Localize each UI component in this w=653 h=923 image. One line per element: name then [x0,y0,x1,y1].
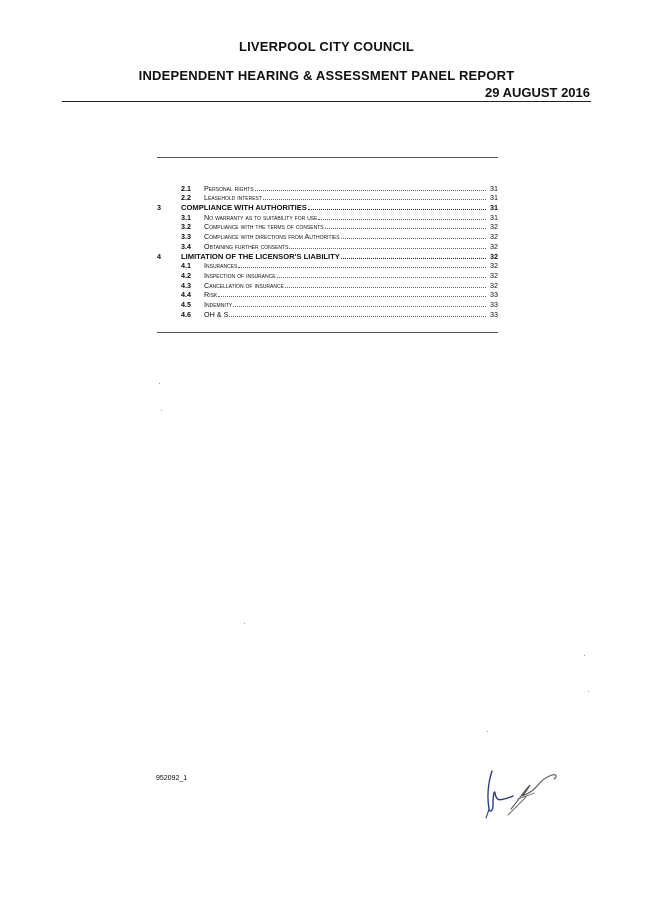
toc-entry-number: 3 [157,203,161,213]
toc-entry [157,290,498,300]
toc-entry-title: No warranty as to suitability for use [204,212,318,222]
toc-entry-page: 31 [490,193,498,203]
toc-dot-leader [341,238,486,239]
toc-entry-title: Compliance with directions from Authorities [204,232,340,242]
toc-entry-title: Cancellation of insurance [204,280,284,290]
toc-entry-title: Insurances [204,261,238,271]
toc-dot-leader [229,316,486,317]
toc-entry-title: OH & S [204,309,229,319]
toc-entry-page: 32 [490,241,498,251]
toc-dot-leader [341,258,486,259]
toc-dot-leader [325,228,486,229]
toc-top-rule [157,157,498,158]
toc-entry-number: 2.1 [181,183,191,193]
scan-speck [161,410,162,411]
report-date: 29 AUGUST 2016 [484,85,590,100]
toc-entry-number: 3.1 [181,212,191,222]
toc-entry-page: 32 [490,280,498,290]
council-name: LIVERPOOL CITY COUNCIL [238,39,415,54]
toc-entry-number: 2.2 [181,193,191,203]
scan-speck [159,383,160,384]
toc-entry-title: Personal rights [204,183,254,193]
toc-entry-number: 3.4 [181,241,191,251]
toc-entry-title: Indemnity [204,299,233,309]
scan-speck [584,655,585,656]
toc-dot-leader [289,248,486,249]
scan-speck [487,731,488,732]
document-reference: 952092_1 [156,775,188,782]
toc-entry [157,193,498,203]
toc-bottom-rule [157,332,498,333]
toc-entry-page: 32 [490,261,498,271]
header-divider [62,101,591,102]
toc-entry [157,183,498,193]
toc-dot-leader [308,209,486,210]
toc-entry [157,241,498,251]
toc-entry-page: 32 [490,232,498,242]
toc-entry-number: 4.5 [181,299,191,309]
toc-dot-leader [318,219,486,220]
toc-entry-title: LIMITATION OF THE LICENSOR'S LIABILITY [181,251,340,261]
toc-entry [157,261,498,271]
toc-entry [157,251,498,261]
toc-entry-page: 31 [490,212,498,222]
toc-entry [157,222,498,232]
toc-entry-title: Compliance with the terms of consents [204,222,324,232]
toc-entry-title: Leasehold interest [204,193,262,203]
toc-entry-number: 4.3 [181,280,191,290]
toc-dot-leader [238,267,486,268]
toc-entry [157,202,498,212]
toc-entry-number: 4.6 [181,309,191,319]
toc-entry-page: 32 [490,251,498,261]
toc-entry [157,231,498,241]
scan-speck [588,691,589,692]
toc-dot-leader [233,306,486,307]
toc-entry-title: COMPLIANCE WITH AUTHORITIES [181,203,307,213]
toc-entry-title: Obtaining further consents [204,241,289,251]
toc-entry [157,212,498,222]
toc-dot-leader [263,199,486,200]
toc-dot-leader [277,277,486,278]
toc-entry-page: 33 [490,309,498,319]
toc-entry-title: Risk [204,290,218,300]
toc-entry-number: 4 [157,251,161,261]
toc-entry-number: 4.2 [181,270,191,280]
toc-entry-page: 32 [490,222,498,232]
table-of-contents [157,157,498,333]
toc-entry-page: 33 [490,299,498,309]
toc-dot-leader [218,296,486,297]
toc-entry-title: Inspection of insurance [204,270,276,280]
toc-entry-number: 3.2 [181,222,191,232]
toc-entry-number: 4.4 [181,290,191,300]
toc-entry-page: 32 [490,270,498,280]
toc-dot-leader [255,190,486,191]
toc-entry-number: 3.3 [181,232,191,242]
toc-dot-leader [285,287,486,288]
report-title: INDEPENDENT HEARING & ASSESSMENT PANEL REPORT [138,68,515,83]
toc-entry-list [157,183,498,319]
toc-entry-page: 33 [490,290,498,300]
handwritten-signature [478,763,560,821]
toc-entry-page: 31 [490,203,498,213]
toc-entry-number: 4.1 [181,261,191,271]
toc-entry [157,280,498,290]
toc-entry [157,299,498,309]
scan-speck [244,623,245,624]
toc-entry [157,270,498,280]
toc-entry [157,309,498,319]
toc-entry-page: 31 [490,183,498,193]
